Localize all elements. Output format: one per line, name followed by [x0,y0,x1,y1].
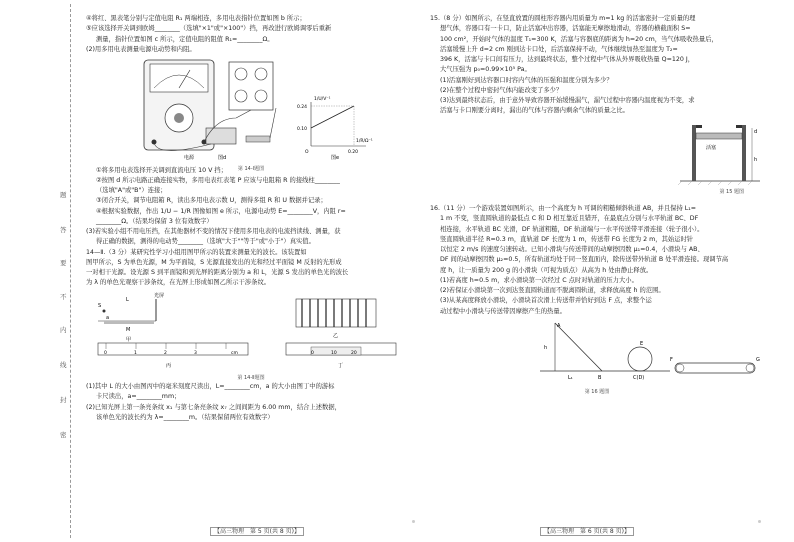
text-line: ②按图 d 所示电路正确连接实物，多用电表红表笔 P 应该与电阻箱 R 的接线柱________ [96,176,340,184]
ruler-tick: 0 [104,351,107,356]
text-line: 动过程中小滑块与传送带因摩擦产生的热量。 [440,307,566,315]
ruler-tick: 1 [134,351,137,356]
vernier-tick: 10 [331,351,337,356]
label-h: h [754,157,758,163]
text-line: ③闭合开关，调节电阻箱 R，读出多用电表示数 U，测得多组 R 和 U 数据并记录； [96,197,327,205]
label-m: M [126,327,131,333]
ruler-tick: 2 [164,351,167,356]
label-screen: 光屏 [154,293,165,299]
text-line: (3)从某高度释放小滑块，小滑块首次滑上传送带并恰好到达 F 点，求整个运 [440,297,652,305]
binding-margin [0,0,78,542]
text-line: (1)若高度 h=0.5 m，求小滑块第一次经过 C 点时对轨道的压力大小。 [440,276,638,284]
text-line: 相连接，水平轨道 BC 光滑，DF 轨道粗糙，DF 轨道端与一水平传送带平滑连接（轮子很小）。 [440,225,704,233]
text-line: （选填"A"或"B"）连接； [96,187,167,194]
label-piston: 活塞 [706,145,717,151]
text-line: 100 cm²，开始时气体的温度 T₁=300 K，活塞与容器底的距离为 h=20 cm，当气体吸收热量后， [440,35,718,43]
text-line: ⑤应该选择开关调到欧姆________（选填"×1"或"×100"）挡，再改进行欧姆调零后重新 [86,25,332,33]
text-line: (2)若保证小滑块第一次到达竖直圆轨道而不脱离圆轨道，求释放高度 h 的范围。 [440,287,665,294]
text-line: 14—Ⅱ.（3 分）某研究性学习小组用图甲所示的装置来测量光的波长。该装置如 [86,248,307,256]
y-axis-label: 1/U/V⁻¹ [314,96,331,102]
label-d: d [754,129,758,135]
tick-label: 0.10 [297,126,308,132]
label-bing: 丙 [166,363,172,369]
figure-caption: 第 16 题图 [584,389,610,395]
text-line: (2)已知光屏上第一条亮条纹 x₁ 与第七条亮条纹 x₇ 之间间距为 6.00 mm，结合上述数据， [86,403,341,411]
figure-15 [430,119,764,194]
text-line: 以恒定 2 m/s 的速度匀速转动。已知小滑块与传送带间的动摩擦因数 μ₁=0.4，小滑块与 AB、 [440,246,704,253]
interference-setup-diagram [86,291,416,371]
text-line: 卡尺读出，a=________mm； [96,393,181,401]
text-line: 得正确的数据，测得的电动势________（选填"大于""等于"或"小于"）真实值。 [96,238,315,246]
text-line: 活塞与卡口刚要分离时，漏出的气体与容器内剩余气体的质量之比。 [440,107,629,115]
margin-char: 要 [60,259,67,267]
label-l: L [126,297,129,303]
text-line: 度 h，让一质量为 200 g 的小滑块（可视为质点）从高为 h 处由静止释放。 [440,266,653,274]
figure-16 [430,319,764,394]
tick-label: 0.24 [297,104,308,110]
vernier-tick: 20 [351,351,357,356]
label-h: h [544,345,548,352]
text-line: (1)其中 L 的大小由图丙中的毫米刻度尺读出，L=________cm，a 的大小由图丁中的游标 [86,383,335,390]
text-line: 该单色光的波长约为 λ=________m。（结果保留两位有效数字） [96,413,274,421]
margin-char: 答 [60,226,67,234]
label-a: A [557,323,561,330]
label-fig-d: 图d [218,154,227,161]
figure-caption: 第 14-Ⅱ题图 [237,374,265,381]
label-e: E [640,341,644,348]
text-line: 测量，指针位置如图 c 所示，定值电阻的阻值 R₁=________Ω。 [96,35,274,43]
figure-caption: 第 15 题图 [719,188,744,195]
multimeter-circuit-diagram [86,58,416,163]
text-line: 图甲所示，S 为单色光源，M 为平面镜，S 光源直接发出的光和经过平面镜 M 反射的光形成 [86,258,342,266]
label-source: 电源 [184,154,195,161]
margin-char: 内 [60,326,67,334]
tick-label: 0.20 [348,149,359,155]
text-line: (2)用多用电表测量电源电动势和内阻。 [86,45,196,53]
text-line: (1)活塞刚好到达容器口时容内气体的压强和温度分别为多少？ [440,76,613,84]
margin-char: 封 [60,396,67,404]
binding-dashed-line [70,4,71,538]
text-line: 一对相干光源。设光源 S 到平面镜和到光屏的距离分别为 a 和 L，光源 S 发出的单色光的波长 [86,269,349,276]
label-cd: C(D) [633,375,645,382]
text-line: 15.（8 分）如图所示，在竖直放置的圆柱形容器内用质量为 m=1 kg 的活塞密封一定质量的理 [430,15,696,22]
text-line: ④根据实验数据，作出 1/U − 1/R 图像如图 e 所示，电源电动势 E=________V，内阻 r= [96,207,346,215]
page-footer-left [210,527,304,536]
text-line: (3)达到最终状态后，由于意外导致容器开始缓慢漏气，漏气过程中容器内温度视为不变，求 [440,97,695,104]
text-line: 活塞缓慢上升 d=2 cm 刚到达卡口处，后活塞保持不动，气体继续加热至温度为 T₂= [440,45,678,53]
text-line: ________Ω。（结果均保留 3 位有效数字） [96,217,213,225]
ruler-unit: cm [231,351,238,356]
text-line: 为 λ 的单色光观察干涉条纹，在光屏上形成如图乙所示干涉条纹。 [86,279,271,287]
label-yi: 乙 [333,333,339,339]
margin-char: 不 [60,293,67,301]
footer-text: 【高三物理 第 5 页(共 8 页)】 [210,527,304,536]
x-axis-label: 1/R/Ω⁻¹ [356,138,373,144]
text-line: (3)若实验小组不用电压挡，在其他器材不变的情况下使用多用电表的电流挡读线、测量，获 [86,228,341,235]
text-line: 396 K，活塞与卡口间有压力，达到最终状态，整个过程中气体从外界吸收热量 Q=120 J， [440,56,695,63]
text-line: ④将红、黑表笔分别与定值电阻 R₁ 两端相连，多用电表指针位置如图 b 所示； [86,15,306,22]
label-a: a [106,315,110,321]
figure-caption: 第 14-Ⅰ题图 [237,166,265,173]
text-line: 1 m 不变，竖直圆轨道的最低点 C 和 D 相互靠近且错开，在最底点分别与水平轨道 BC、DF [440,215,699,223]
margin-char: 密 [60,431,67,439]
page-footer-right [540,527,634,536]
game-track-diagram [430,319,764,385]
tick-label: O [305,149,309,155]
text-line: 16.（11 分）一个游戏装置如图所示，由一个高度为 h 可调的粗糙倾斜轨道 AB，并且保持 L₁= [430,205,697,212]
text-line: DF 间的动摩擦因数 μ₂=0.5，所有轨道均处于同一竖直面内，除传送带外轨道 B 处平滑连接。现调节高 [440,256,729,264]
text-line: 大气压强为 p₀=0.99×10⁵ Pa。 [440,66,531,74]
text-line: (2)在整个过程中密封气体内能改变了多少？ [440,86,563,94]
text-line: 想气体，容器口有一卡口，防止活塞冲出容器，活塞能无摩擦地滑动，容器的横截面积 S= [440,25,691,33]
piston-container-diagram [430,119,764,185]
label-b: B [598,375,602,382]
figure-14-2 [86,291,416,379]
margin-char: 线 [60,361,67,369]
text-line: 竖直圆轨道半径 R=0.3 m，直轨道 DF 长度为 1 m，传送带 FG 长度为 2 m，其始运时针 [440,235,694,243]
label-g: G [756,357,760,364]
label-s: S [98,303,102,309]
page-dot [758,520,761,523]
footer-text: 【高三物理 第 6 页(共 8 页)】 [540,527,634,536]
label-f: F [670,357,673,364]
page-dot [412,520,415,523]
label-l1: L₁ [568,375,573,382]
label-fig-e: 图e [331,154,340,161]
ruler-tick: 3 [194,351,197,356]
right-page [430,14,764,397]
left-page [86,14,416,423]
text-line: ①将多用电表选择开关调到直流电压 10 V 挡； [96,166,228,174]
margin-char: 题 [60,191,67,199]
label-jia: 甲 [126,337,132,343]
vernier-tick: 0 [311,351,314,356]
label-ding: 丁 [338,363,344,369]
